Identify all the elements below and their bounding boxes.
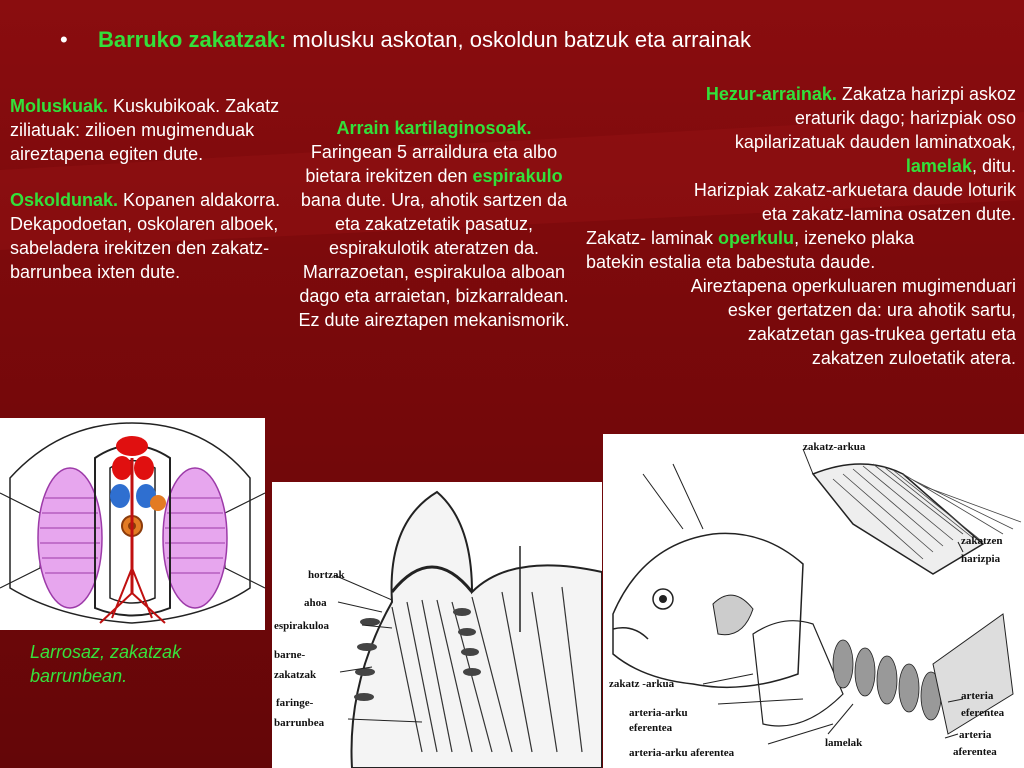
label-arteria-arku: arteria-arku [629, 707, 688, 719]
slide-title [60, 26, 751, 54]
mollusc-paragraph [10, 94, 286, 166]
cartilaginous-text-2: bana dute. Ura, ahotik sartzen da eta zakatzetatik pasatuz, espirakulotik ateratzen da. Marrazoetan, espirakuloa alboan dago eta arraietan, bizkarraldean. [299, 190, 569, 306]
bony-fish-line-8: batekin estalia eta babestuta daude. [586, 252, 876, 272]
bullet-icon: • [60, 27, 68, 52]
label-arteria-arku-aferentea: arteria-arku aferentea [629, 747, 735, 759]
bony-fish-text-4: , ditu. [971, 156, 1016, 176]
bony-fish-line-9: Aireztapena operkuluaren mugimenduari [690, 276, 1016, 296]
label-ahoa: ahoa [304, 597, 327, 609]
spiracle-term: espirakulo [472, 166, 563, 186]
crustacean-term: Oskoldunak. [10, 190, 119, 210]
label-faringe: faringe- [276, 697, 314, 709]
crustacean-figure [0, 418, 265, 630]
bony-fish-line-11: zakatzetan gas-trukea gertatu eta [747, 324, 1016, 344]
label-harizpia: harizpia [961, 553, 1001, 565]
bony-fish-line-3: kapilarizatuak dauden laminatxoak, [734, 132, 1016, 152]
bony-fish-line-1 [586, 82, 1016, 106]
cartilaginous-text-3: Ez dute aireztapen mekanismorik. [298, 310, 570, 330]
label-zakatz-arkua-bottom: zakatz -arkua [609, 678, 675, 690]
bony-fish-text-7b: , izeneko plaka [794, 228, 915, 248]
figure-caption: Larrosaz, zakatzak barrunbean. [30, 642, 182, 686]
bony-fish-line-7 [586, 226, 1016, 250]
label-espirakuloa: espirakuloa [274, 620, 330, 632]
operkulu-term: operkulu [718, 228, 795, 248]
bony-fish-text-1: Zakatza harizpi askoz [836, 84, 1016, 104]
lamelak-term: lamelak [905, 156, 972, 176]
right-column [586, 82, 1016, 370]
title-rest: molusku askotan, oskoldun batzuk eta arrainak [286, 27, 752, 52]
bony-fish-line-2: eraturik dago; harizpiak oso [794, 108, 1016, 128]
label-eferentea-2: eferentea [961, 707, 1005, 719]
crustacean-text: Kopanen aldakorra. Dekapodoetan, oskolaren alboek, sabeladera irekitzen den zakatz-barrunbea ixten dute. [10, 190, 281, 282]
left-column [10, 94, 286, 284]
label-barne: barne- [274, 649, 306, 661]
bony-fish-figure [603, 434, 1024, 768]
label-aferentea: aferentea [953, 746, 997, 758]
label-lamelak: lamelak [825, 737, 863, 749]
title-term: Barruko zakatzak: [98, 27, 287, 52]
cartilaginous-dot: . [526, 118, 532, 138]
shark-figure [272, 482, 602, 768]
bony-fish-line-12: zakatzen zuloetatik atera. [811, 348, 1016, 368]
label-barrunbea: barrunbea [274, 717, 325, 729]
label-hortzak: hortzak [308, 569, 345, 581]
middle-column [296, 116, 572, 332]
label-arteria-1: arteria [961, 690, 994, 702]
label-eferentea-1: eferentea [629, 722, 673, 734]
mollusc-term: Moluskuak. [10, 96, 109, 116]
bony-fish-line-10: esker gertatzen da: ura ahotik sartu, [727, 300, 1016, 320]
bony-fish-line-6: eta zakatz-lamina osatzen dute. [761, 204, 1016, 224]
label-zakatzak: zakatzak [274, 669, 317, 681]
mollusc-text: Kuskubikoak. Zakatz ziliatuak: zilioen mugimenduak aireztapena egiten dute. [10, 96, 280, 164]
bony-fish-line-5: Harizpiak zakatz-arkuetara daude loturik [693, 180, 1016, 200]
bony-fish-line-4 [586, 154, 1016, 178]
crustacean-paragraph [10, 188, 286, 284]
bony-fish-term: Hezur-arrainak [705, 84, 832, 104]
cartilaginous-paragraph [296, 116, 572, 308]
cartilaginous-text-1: Faringean 5 arraildura eta albo bietara irekitzen den [305, 142, 558, 186]
label-arteria-2: arteria [959, 729, 992, 741]
bony-fish-text-7a: Zakatz- laminak [586, 228, 719, 248]
cartilaginous-term: Arrain kartilaginosoak [336, 118, 527, 138]
label-zakatz-arkua-top: zakatz-arkua [803, 441, 866, 453]
bony-fish-dot: . [831, 84, 837, 104]
label-zakatzen: zakatzen [961, 535, 1003, 547]
